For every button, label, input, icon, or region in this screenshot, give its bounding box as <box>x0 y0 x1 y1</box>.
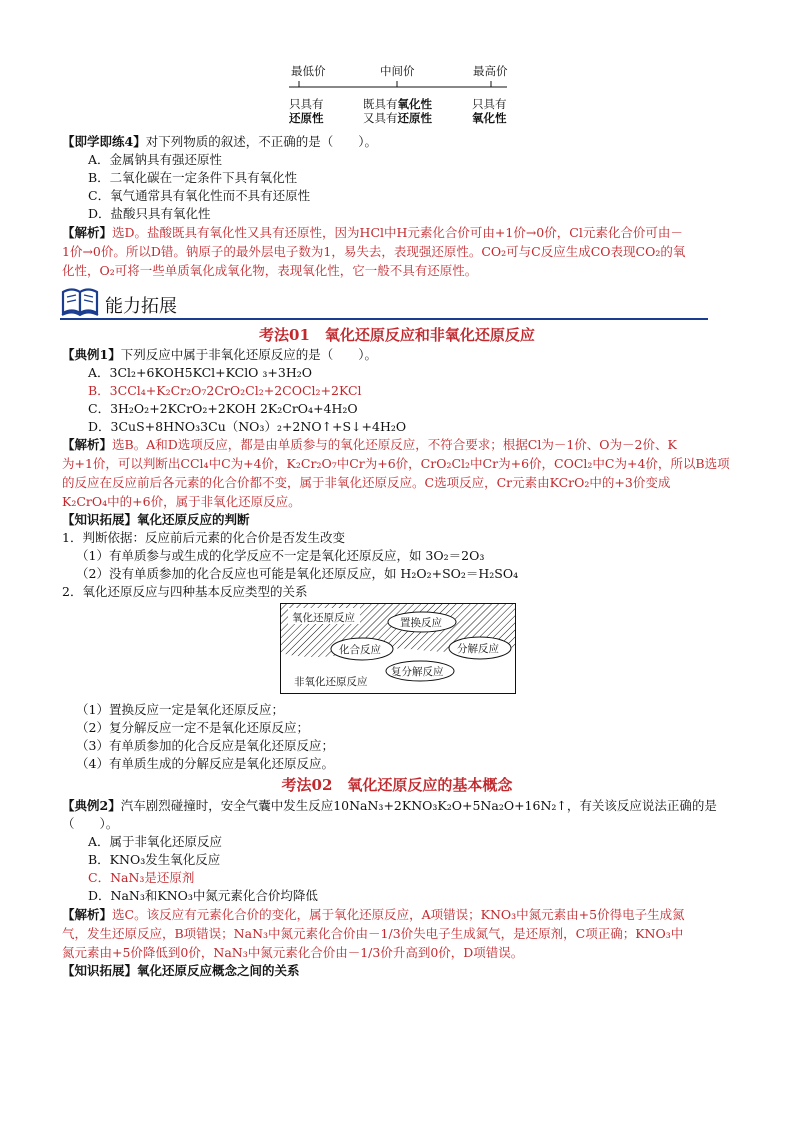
answer-line: 【解析】选B。A和D选项反应，都是由单质参与的氧化还原反应，不符合要求；根据Cl为－1价、O为－2价、K <box>62 437 677 452</box>
valence-low-desc1: 只具有 <box>289 97 324 111</box>
valence-low-label: 最低价 <box>291 64 326 78</box>
valence-mid-label: 中间价 <box>380 64 415 78</box>
k1-heading: 考法01 氧化还原反应和非氧化还原反应 <box>259 326 535 344</box>
valence-mid-desc1: 既具有氧化性 <box>363 97 432 111</box>
diagram-combine-label: 化合反应 <box>339 644 381 656</box>
option: B．KNO₃发生氧化反应 <box>88 852 221 867</box>
k1-item: （1）有单质参与或生成的化学反应不一定是氧化还原反应，如 3O₂＝2O₃ <box>76 548 485 563</box>
option-correct: B．3CCl₄+K₂Cr₂O₇2CrO₂Cl₂+2COCl₂+2KCl <box>88 383 362 398</box>
k1-note: （2）复分解反应一定不是氧化还原反应； <box>76 720 309 735</box>
k1-note: （1）置换反应一定是氧化还原反应； <box>76 702 284 717</box>
diagram-nonredox-label: 非氧化还原反应 <box>294 676 368 688</box>
option: D．盐酸只具有氧化性 <box>88 206 211 221</box>
valence-low-desc2: 还原性 <box>289 111 324 125</box>
k1-item: （2）没有单质参加的化合反应也可能是氧化还原反应，如 H₂O₂+SO₂＝H₂SO₄ <box>76 566 519 581</box>
k2-question-cont: （ ）。 <box>62 816 119 831</box>
answer-line: 【解析】选D。盐酸既具有氧化性又具有还原性，因为HCl中H元素化合价可由+1价→0价，Cl元素化合价可由－ <box>62 225 683 240</box>
option: B．二氧化碳在一定条件下具有氧化性 <box>88 170 298 185</box>
answer-line: 氮元素由+5价降低到0价，NaN₃中氮元素化合价由－1/3价升高到0价，D项错误。 <box>62 945 524 960</box>
k1-item: 1．判断依据：反应前后元素的化合价是否发生改变 <box>62 530 345 545</box>
k1-item: 2．氧化还原反应与四种基本反应类型的关系 <box>62 584 308 599</box>
k1-knowledge-title: 【知识拓展】氧化还原反应的判断 <box>62 512 250 527</box>
option: A．属于非氧化还原反应 <box>88 834 223 849</box>
open-book-icon <box>60 284 100 318</box>
k2-question: 【典例2】汽车剧烈碰撞时，安全气囊中发生反应10NaN₃+2KNO₃K₂O+5Na₂O+16N₂↑，有关该反应说法正确的是 <box>62 798 717 813</box>
answer-line: 1价→0价。所以D错。钠原子的最外层电子数为1，易失去，表现强还原性。CO₂可与C反应生成CO表现CO₂的氧 <box>62 244 686 259</box>
option: A．金属钠具有强还原性 <box>88 152 223 167</box>
answer-line: 化性，O₂可将一些单质氧化成氧化物，表现氧化性，它一般不具有还原性。 <box>62 263 478 278</box>
reaction-types-diagram <box>280 603 516 694</box>
option: C．3H₂O₂+2KCrO₂+2KOH 2K₂CrO₄+4H₂O <box>88 401 358 416</box>
k1-note: （4）有单质生成的分解反应是氧化还原反应。 <box>76 756 334 771</box>
valence-axis <box>285 78 511 92</box>
k1-note: （3）有单质参加的化合反应是氧化还原反应； <box>76 738 334 753</box>
k2-knowledge-title: 【知识拓展】氧化还原反应概念之间的关系 <box>62 963 300 978</box>
section-rule <box>60 318 708 320</box>
diagram-decompose-label: 分解反应 <box>457 643 499 655</box>
valence-high-desc1: 只具有 <box>472 97 507 111</box>
valence-high-label: 最高价 <box>473 64 508 78</box>
diagram-redox-label: 氧化还原反应 <box>292 612 355 624</box>
option: A．3Cl₂+6KOH5KCl+KClO ₃+3H₂O <box>88 365 313 380</box>
exercise-4-question: 【即学即练4】对下列物质的叙述，不正确的是（ ）。 <box>62 134 377 149</box>
valence-mid-desc2: 又具有还原性 <box>363 111 432 125</box>
option: D．NaN₃和KNO₃中氮元素化合价均降低 <box>88 888 318 903</box>
option-correct: C．NaN₃是还原剂 <box>88 870 195 885</box>
diagram-replace-label: 置换反应 <box>400 617 442 629</box>
option: D．3CuS+8HNO₃3Cu（NO₃）₂+2NO↑+S↓+4H₂O <box>88 419 407 434</box>
k1-question: 【典例1】下列反应中属于非氧化还原反应的是（ ）。 <box>62 347 377 362</box>
answer-line: 为+1价，可以判断出CCl₄中C为+4价，K₂Cr₂O₇中Cr为+6价，CrO₂Cl₂中Cr为+6价，COCl₂中C为+4价，所以B选项 <box>62 456 730 471</box>
answer-line: 【解析】选C。该反应有元素化合价的变化，属于氧化还原反应，A项错误；KNO₃中氮元素由+5价得电子生成氮 <box>62 907 685 922</box>
answer-line: 的反应在反应前后各元素的化合价都不变，属于非氧化还原反应。C选项反应，Cr元素由KCrO₂中的+3价变成 <box>62 475 671 490</box>
answer-line: 气，发生还原反应，B项错误；NaN₃中氮元素化合价由－1/3价失电子生成氮气，是还原剂，C项正确；KNO₃中 <box>62 926 684 941</box>
section-title: 能力拓展 <box>105 296 177 317</box>
option: C．氧气通常具有氧化性而不具有还原性 <box>88 188 311 203</box>
k2-heading: 考法02 氧化还原反应的基本概念 <box>281 776 513 794</box>
valence-high-desc2: 氧化性 <box>472 111 507 125</box>
diagram-double-label: 复分解反应 <box>391 666 444 678</box>
answer-line: K₂CrO₄中的+6价，属于非氧化还原反应。 <box>62 494 301 509</box>
